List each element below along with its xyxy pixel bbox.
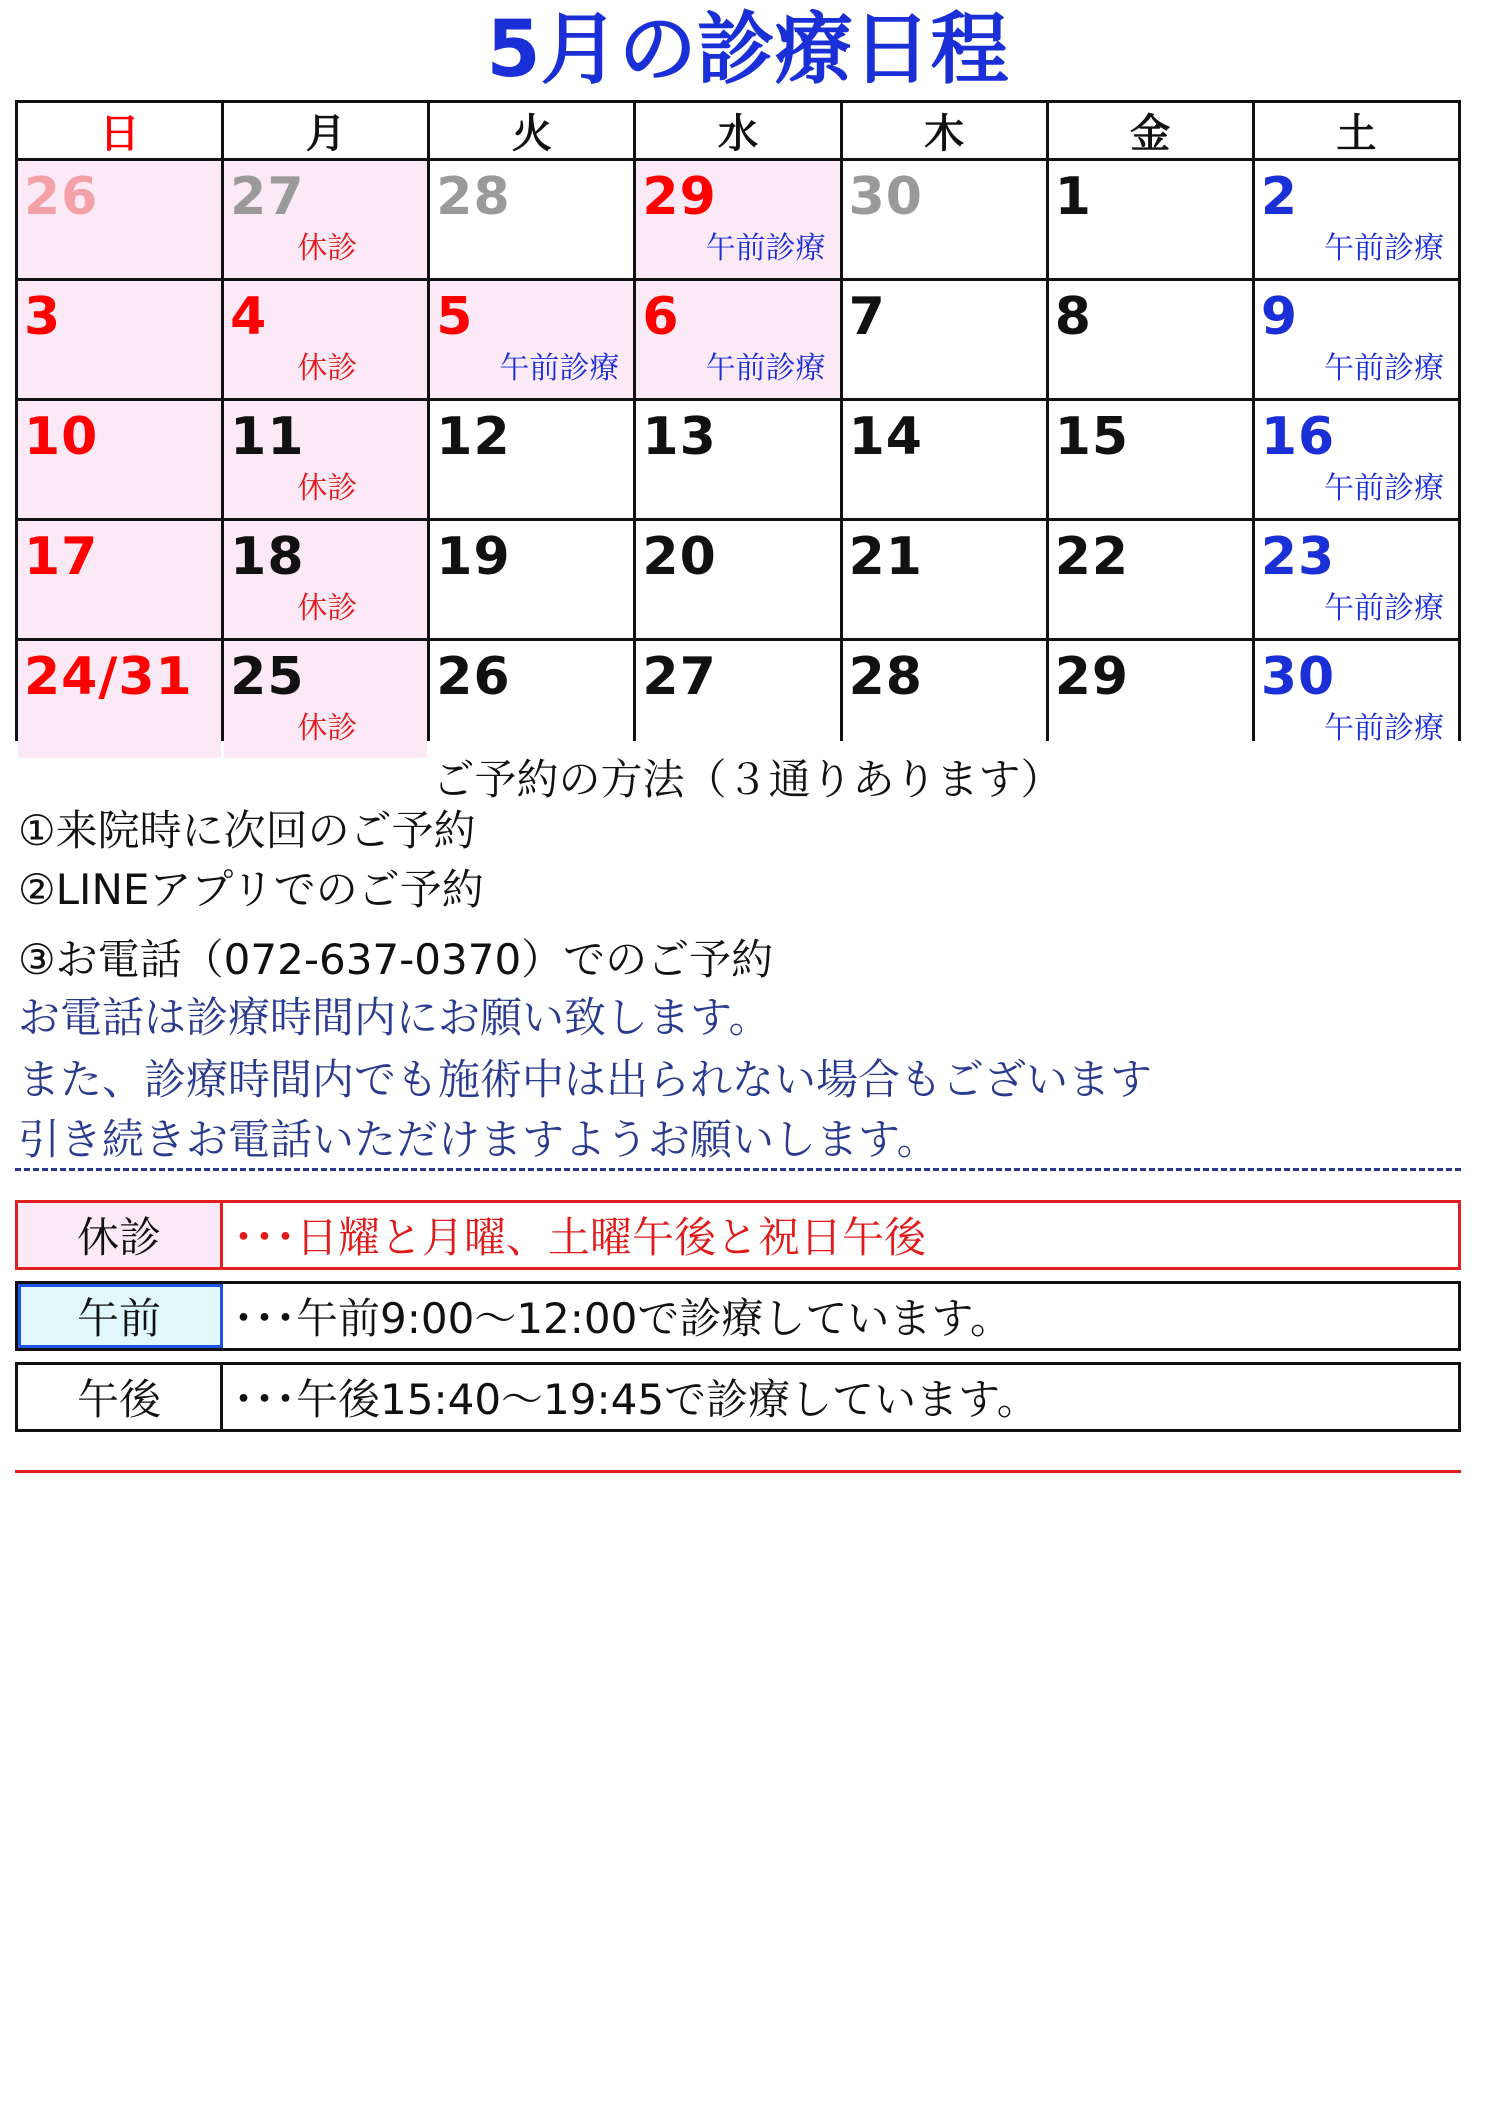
closed-note: 休診	[297, 231, 358, 266]
morning-note: 午前診療	[499, 351, 620, 386]
calendar-day-cell	[18, 161, 221, 278]
bottom-red-divider	[15, 1470, 1461, 1473]
day-number: 20	[642, 527, 717, 587]
dashed-divider	[15, 1168, 1461, 1171]
calendar-day-cell	[224, 521, 427, 638]
page-title: 5月の診療日程	[486, 5, 1009, 95]
calendar-day-cell	[18, 281, 221, 398]
closed-note: 休診	[297, 351, 358, 386]
weekday-header: 金	[1049, 103, 1252, 158]
day-number: 16	[1260, 407, 1336, 467]
legend-morning-label: 午前	[18, 1284, 223, 1348]
day-number: 27	[642, 647, 717, 707]
day-number: 23	[1260, 527, 1336, 587]
calendar-day-cell	[636, 281, 839, 398]
calendar-day-cell	[430, 401, 633, 518]
weekday-header: 水	[636, 103, 839, 158]
calendar-day-cell	[18, 521, 221, 638]
day-number: 1	[1054, 167, 1092, 227]
morning-note: 午前診療	[705, 231, 826, 266]
calendar-day-cell	[1255, 161, 1458, 278]
calendar-day-cell	[1049, 641, 1252, 758]
phone-note-retry: 引き続きお電話いただけますようお願いします。	[18, 1115, 939, 1164]
day-number: 27	[230, 167, 305, 227]
closed-note: 休診	[297, 711, 358, 746]
day-number: 18	[230, 527, 305, 587]
legend-afternoon-label: 午後	[18, 1365, 223, 1429]
calendar-day-cell	[430, 641, 633, 758]
day-number: 28	[848, 647, 923, 707]
morning-note: 午前診療	[1323, 471, 1444, 506]
morning-note: 午前診療	[1323, 231, 1444, 266]
reservation-method-phone: ③お電話（072-637-0370）でのご予約	[18, 935, 774, 984]
phone-note-busy: また、診療時間内でも施術中は出られない場合もございます	[18, 1055, 1153, 1104]
calendar-day-cell	[636, 641, 839, 758]
reservation-heading: ご予約の方法（３通りあります）	[432, 755, 1063, 804]
day-number: 10	[24, 407, 99, 467]
day-number: 15	[1054, 407, 1130, 467]
day-number: 3	[24, 287, 62, 347]
calendar-day-cell	[1049, 401, 1252, 518]
legend-morning	[15, 1281, 1461, 1351]
calendar-day-cell	[1255, 521, 1458, 638]
day-number: 24/31	[24, 647, 193, 707]
calendar-day-cell	[224, 281, 427, 398]
calendar-day-cell	[1255, 401, 1458, 518]
phone-note-hours: お電話は診療時間内にお願い致します。	[18, 993, 771, 1042]
morning-note: 午前診療	[1323, 351, 1444, 386]
day-number: 6	[642, 287, 680, 347]
calendar-day-cell	[843, 641, 1046, 758]
calendar-day-cell	[843, 521, 1046, 638]
calendar-day-cell	[224, 641, 427, 758]
legend-afternoon	[15, 1362, 1461, 1432]
day-number: 9	[1260, 287, 1299, 347]
day-number: 28	[436, 167, 511, 227]
day-number: 5	[436, 287, 474, 347]
day-number: 17	[24, 527, 99, 587]
calendar-day-cell	[1255, 281, 1458, 398]
calendar-day-cell	[18, 641, 221, 758]
weekday-header: 日	[18, 103, 221, 158]
legend-closed-label: 休診	[18, 1203, 223, 1267]
calendar-day-cell	[636, 401, 839, 518]
weekday-header: 火	[430, 103, 633, 158]
calendar-day-cell	[843, 281, 1046, 398]
calendar-day-cell	[636, 161, 839, 278]
day-number: 30	[848, 167, 923, 227]
legend-closed	[15, 1200, 1461, 1270]
day-number: 29	[642, 167, 717, 227]
day-number: 26	[436, 647, 511, 707]
day-number: 26	[24, 167, 99, 227]
closed-note: 休診	[297, 591, 358, 626]
weekday-header: 土	[1255, 103, 1458, 158]
closed-note: 休診	[297, 471, 358, 506]
calendar-day-cell	[843, 161, 1046, 278]
morning-note: 午前診療	[1323, 591, 1444, 626]
reservation-method-line: ②LINEアプリでのご予約	[18, 865, 484, 914]
weekday-header: 木	[843, 103, 1046, 158]
day-number: 25	[230, 647, 305, 707]
calendar-day-cell	[18, 401, 221, 518]
day-number: 2	[1260, 167, 1299, 227]
calendar-day-cell	[430, 521, 633, 638]
calendar-day-cell	[430, 161, 633, 278]
morning-note: 午前診療	[705, 351, 826, 386]
calendar-day-cell	[1255, 641, 1458, 758]
day-number: 11	[230, 407, 305, 467]
morning-note: 午前診療	[1323, 711, 1444, 746]
day-number: 13	[642, 407, 717, 467]
calendar-day-cell	[1049, 521, 1252, 638]
calendar-day-cell	[224, 401, 427, 518]
weekday-header: 月	[224, 103, 427, 158]
calendar-day-cell	[224, 161, 427, 278]
day-number: 14	[848, 407, 923, 467]
legend-morning-text: ･･･午前9:00～12:00で診療しています。	[233, 1294, 1012, 1343]
legend-afternoon-text: ･･･午後15:40～19:45で診療しています。	[233, 1375, 1039, 1424]
day-number: 29	[1054, 647, 1130, 707]
calendar-day-cell	[636, 521, 839, 638]
day-number: 7	[848, 287, 886, 347]
day-number: 21	[848, 527, 923, 587]
day-number: 30	[1260, 647, 1336, 707]
day-number: 19	[436, 527, 511, 587]
calendar-grid	[15, 100, 1461, 746]
calendar-day-cell	[843, 401, 1046, 518]
day-number: 4	[230, 287, 268, 347]
day-number: 12	[436, 407, 511, 467]
calendar-day-cell	[1049, 281, 1252, 398]
calendar-day-cell	[430, 281, 633, 398]
legend-closed-text: ･･･日耀と月曜、土曜午後と祝日午後	[233, 1213, 927, 1262]
calendar-day-cell	[1049, 161, 1252, 278]
day-number: 22	[1054, 527, 1130, 587]
reservation-method-visit: ①来院時に次回のご予約	[18, 806, 476, 855]
day-number: 8	[1054, 287, 1092, 347]
